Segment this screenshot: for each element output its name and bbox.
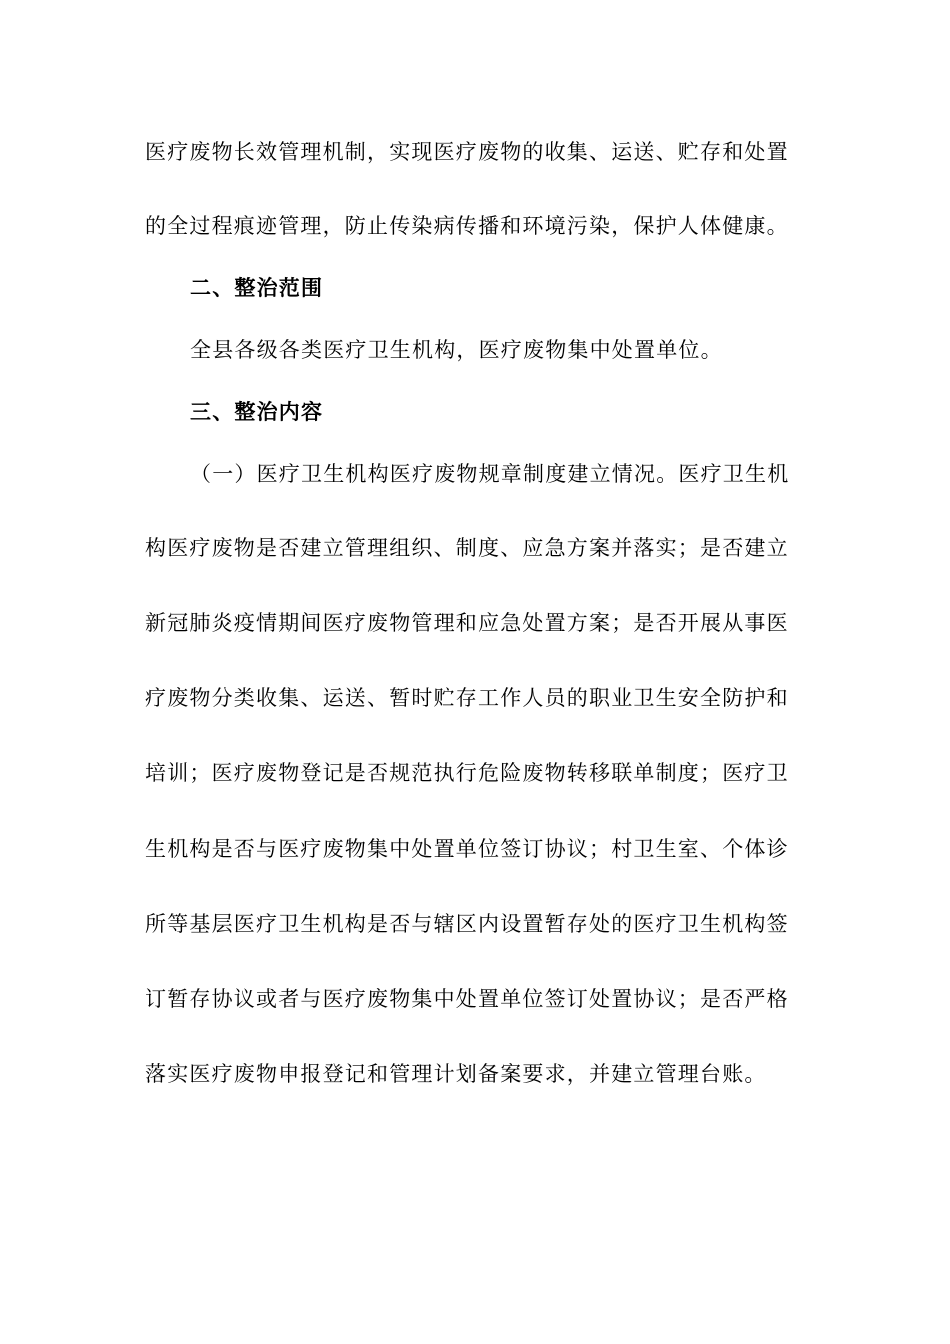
paragraph-line: （一）医疗卫生机构医疗废物规章制度建立情况。医疗卫生机 (190, 462, 790, 486)
section-heading-content: 三、整治内容 (190, 400, 324, 424)
paragraph-line: 培训；医疗废物登记是否规范执行危险废物转移联单制度；医疗卫 (145, 761, 789, 785)
paragraph-line: 全县各级各类医疗卫生机构，医疗废物集中处置单位。 (190, 338, 723, 362)
paragraph-line: 生机构是否与医疗废物集中处置单位签订协议；村卫生室、个体诊 (145, 837, 789, 861)
paragraph-line: 医疗废物长效管理机制，实现医疗废物的收集、运送、贮存和处置 (145, 140, 789, 164)
paragraph-line: 疗废物分类收集、运送、暂时贮存工作人员的职业卫生安全防护和 (145, 686, 789, 710)
paragraph-line: 所等基层医疗卫生机构是否与辖区内设置暂存处的医疗卫生机构签 (145, 912, 789, 936)
paragraph-line: 订暂存协议或者与医疗废物集中处置单位签订处置协议；是否严格 (145, 987, 789, 1011)
paragraph-line: 新冠肺炎疫情期间医疗废物管理和应急处置方案；是否开展从事医 (145, 611, 789, 635)
paragraph-line: 的全过程痕迹管理，防止传染病传播和环境污染，保护人体健康。 (145, 214, 789, 238)
paragraph-line: 构医疗废物是否建立管理组织、制度、应急方案并落实；是否建立 (145, 536, 789, 560)
paragraph-line: 落实医疗废物申报登记和管理计划备案要求，并建立管理台账。 (145, 1062, 767, 1086)
section-heading-scope: 二、整治范围 (190, 276, 324, 300)
